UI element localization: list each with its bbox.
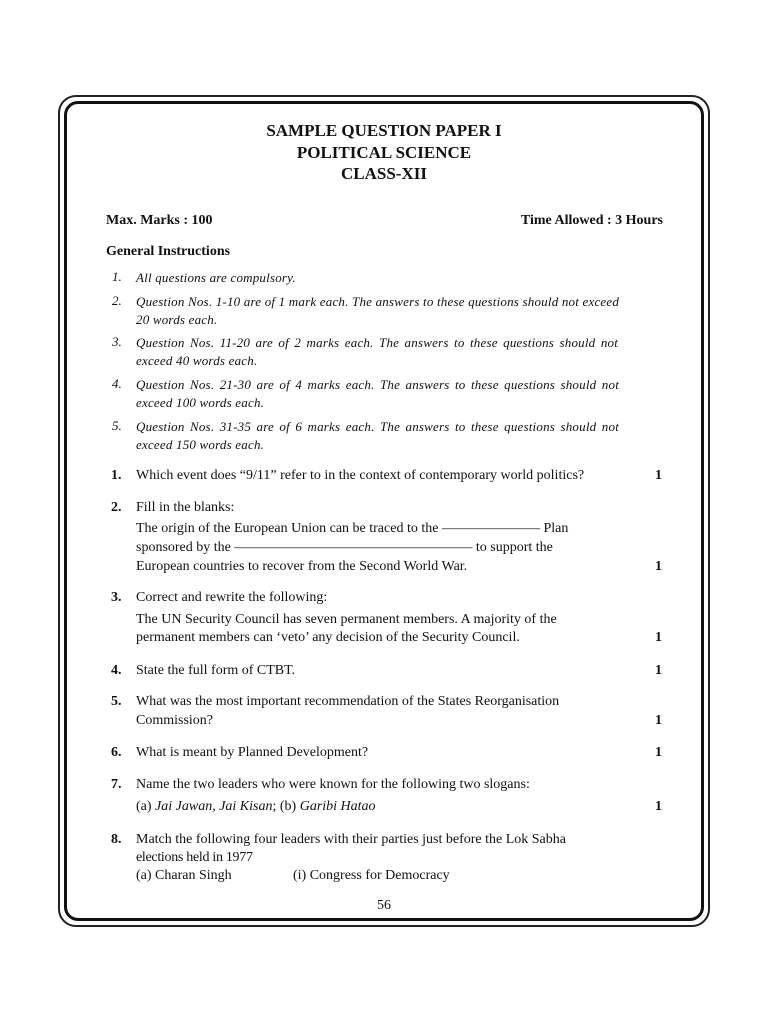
paper-title: SAMPLE QUESTION PAPER I <box>266 121 502 140</box>
match-left-item: (a) Charan Singh <box>136 868 232 883</box>
question-text: (a) Jai Jawan, Jai Kisan; (b) Garibi Hatao <box>136 799 376 814</box>
question-number: 8. <box>111 832 122 847</box>
question-number: 4. <box>111 663 122 678</box>
question-text: Commission? <box>136 713 214 728</box>
question-text: What is meant by Planned Development? <box>136 745 369 760</box>
question-mark: 1 <box>655 713 662 728</box>
page-number: 56 <box>377 898 391 913</box>
instruction-number: 3. <box>112 334 122 349</box>
instruction-item: Question Nos. 11-20 are of 2 marks each. The answers to these questions should not exceed 40 words each. <box>136 335 619 368</box>
question-number: 3. <box>111 590 122 605</box>
question-text: Correct and rewrite the following: <box>136 590 328 605</box>
instruction-item: Question Nos. 21-30 are of 4 marks each. The answers to these questions should not exceed 100 words each. <box>136 377 620 410</box>
question-number: 2. <box>111 500 122 515</box>
instruction-number: 4. <box>112 376 122 391</box>
question-number: 5. <box>111 694 122 709</box>
question-text: Name the two leaders who were known for the following two slogans: <box>136 777 530 792</box>
question-text: elections held in 1977 <box>136 850 253 865</box>
time-allowed: Time Allowed : 3 Hours <box>520 213 663 228</box>
subject-title: POLITICAL SCIENCE <box>296 143 472 162</box>
question-number: 7. <box>111 777 122 792</box>
question-text: Which event does “9/11” refer to in the context of contemporary world politics? <box>136 468 585 483</box>
instruction-number: 2. <box>112 293 122 308</box>
question-text: The origin of the European Union can be traced to the ——————— Plan <box>136 521 569 536</box>
instruction-item: Question Nos. 1-10 are of 1 mark each. The answers to these questions should not exceed 20 words each. <box>136 294 620 327</box>
question-text: European countries to recover from the Second World War. <box>136 559 468 574</box>
question-text: What was the most important recommendation of the States Reorganisation <box>136 694 560 709</box>
question-number: 6. <box>111 745 122 760</box>
question-number: 1. <box>111 468 122 483</box>
class-title: CLASS-XII <box>341 164 427 183</box>
instruction-number: 5. <box>112 418 122 433</box>
instruction-number: 1. <box>112 269 122 284</box>
max-marks: Max. Marks : 100 <box>106 213 213 228</box>
instructions-heading: General Instructions <box>106 244 231 259</box>
question-mark: 1 <box>655 559 662 574</box>
question-mark: 1 <box>655 799 662 814</box>
match-right-item: (i) Congress for Democracy <box>293 868 450 883</box>
instruction-item: All questions are compulsory. <box>136 270 296 285</box>
question-text: Fill in the blanks: <box>136 500 235 515</box>
question-text: sponsored by the ————————————————— to support the <box>136 540 553 555</box>
question-text: Match the following four leaders with their parties just before the Lok Sabha <box>136 832 566 847</box>
question-mark: 1 <box>655 663 662 678</box>
question-text: permanent members can ‘veto’ any decision of the Security Council. <box>136 630 520 645</box>
question-text: The UN Security Council has seven permanent members. A majority of the <box>136 612 557 627</box>
question-mark: 1 <box>655 630 662 645</box>
instruction-item: Question Nos. 31-35 are of 6 marks each. The answers to these questions should not exceed 150 words each. <box>136 419 620 452</box>
question-mark: 1 <box>655 745 662 760</box>
question-mark: 1 <box>655 468 662 483</box>
question-text: State the full form of CTBT. <box>136 663 296 678</box>
